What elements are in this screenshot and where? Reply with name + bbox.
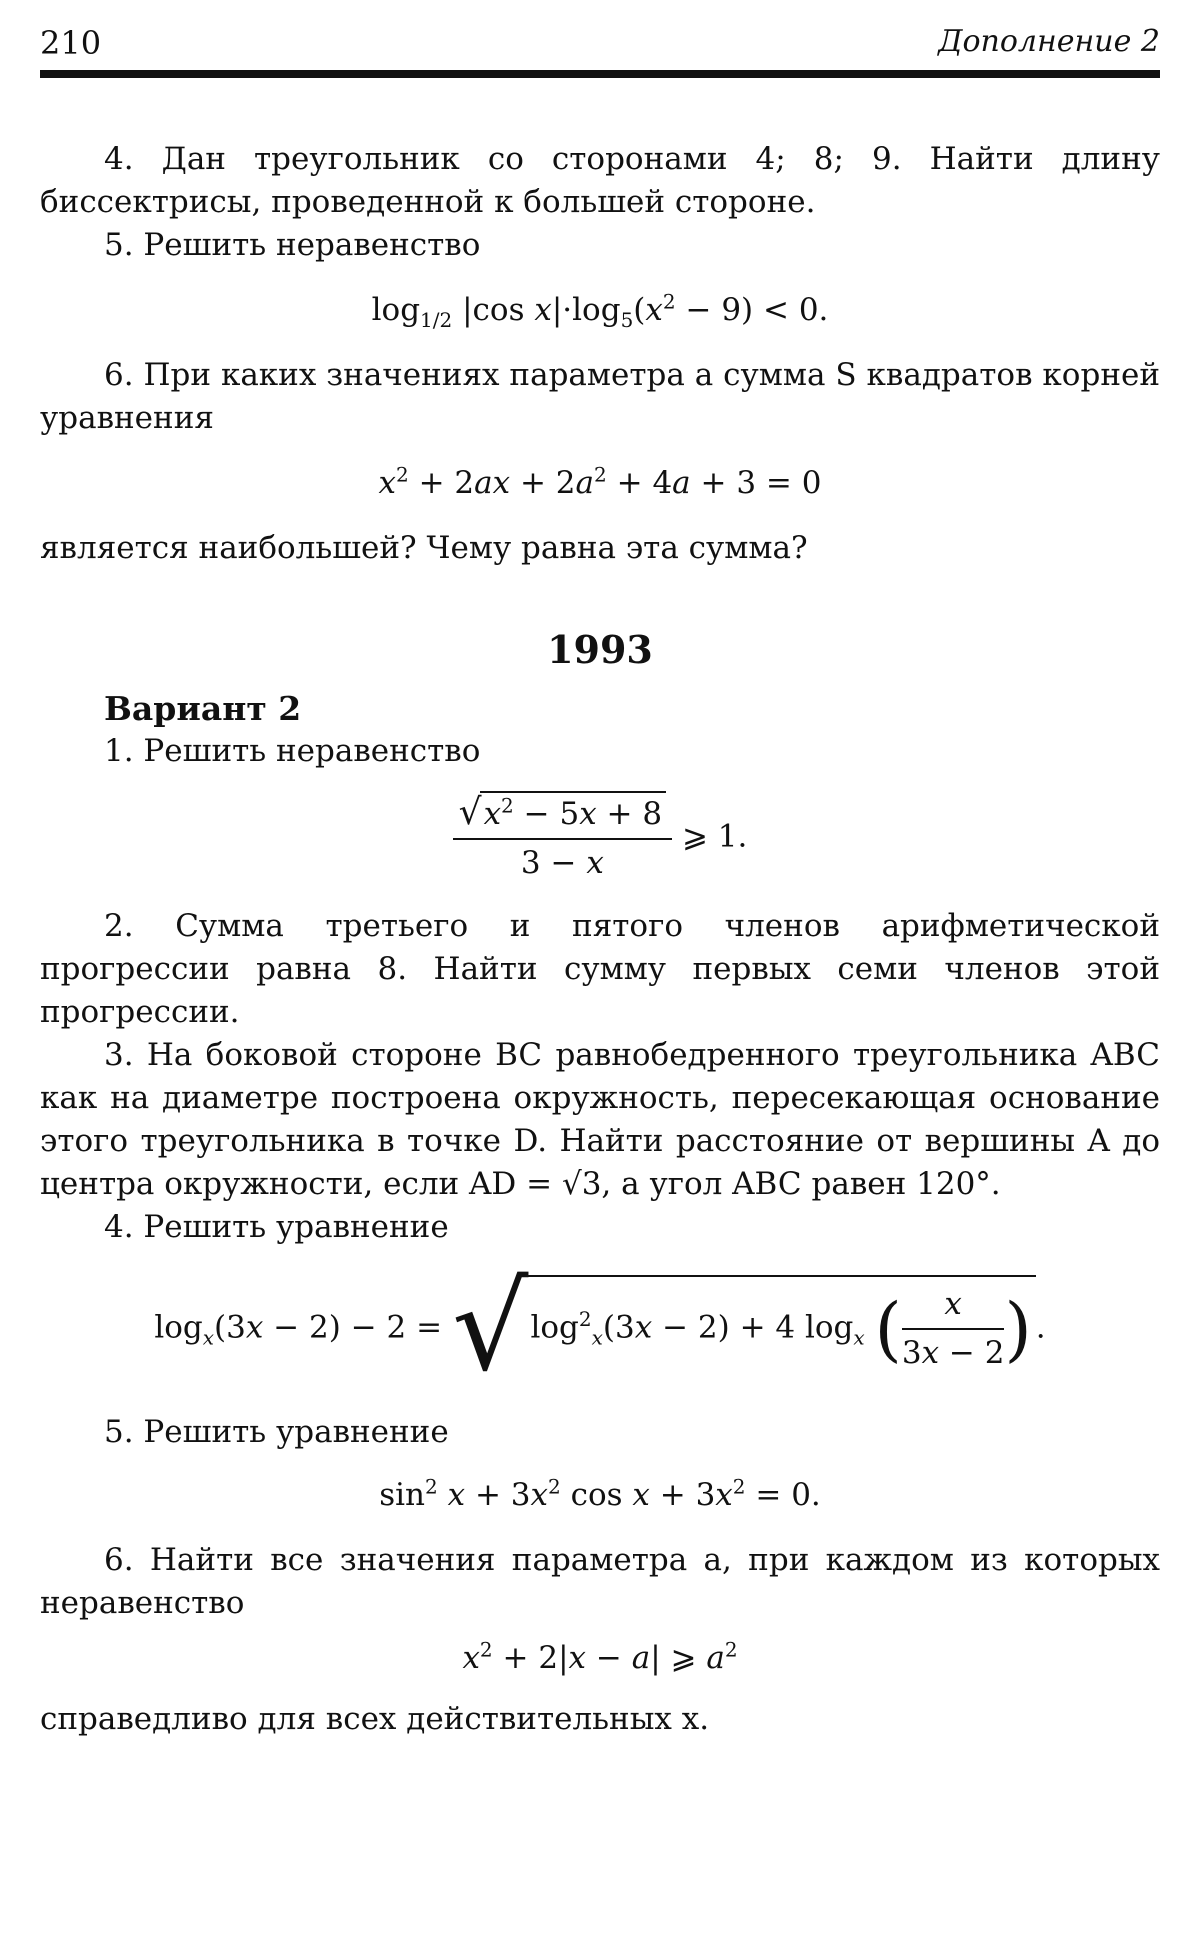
v2-problem-6-text: 6. Найти все значения параметра a, при каждом из которых неравенство	[40, 1542, 1160, 1621]
equation-sqrt-fraction: $\frac{√x^2 - 5x + 8}{3 - x}$ ⩾ 1.	[40, 791, 1160, 885]
page-body	[40, 138, 1160, 1741]
problem-4-text: 4. Дан треугольник со сторонами 4; 8; 9. Найти длину биссектрисы, проведенной к большей стороне.	[40, 141, 1160, 220]
v2-problem-5-text: 5. Решить уравнение	[104, 1414, 449, 1450]
page-number: 210	[40, 24, 102, 62]
v2-problem-3-text: 3. На боковой стороне BC равнобедренного треугольника ABC как на диаметре построена окружность, пересекающая основание этого треугольника в точке D. Найти расстояние от вершины A до центра окружности, если AD = √3, а угол ABC равен 120°.	[40, 1037, 1160, 1202]
year-heading: 1993	[547, 627, 653, 672]
fraction: $\frac{√x^2 - 5x + 8}{3 - x}$	[453, 791, 673, 885]
equation-trig: $\sin^2 x + 3x^2$ $\cos x + 3x^2 = 0$.	[379, 1474, 821, 1513]
header-rule	[40, 70, 1160, 78]
running-header	[40, 18, 1160, 64]
running-title: Дополнение 2	[938, 24, 1160, 59]
equation-log-inequality: $\log_{1/2} |\cos$ $x|\cdot\log_5(x^2 - 9) < 0$.	[371, 289, 829, 333]
variant-heading: Вариант 2	[104, 689, 302, 728]
v2-problem-1-text: 1. Решить неравенство	[104, 733, 481, 769]
equation-abs-inequality: $x^2 + 2|x - a|$ ⩾ $a^2$	[462, 1637, 738, 1676]
v2-problem-2-text: 2. Сумма третьего и пятого членов арифметической прогрессии равна 8. Найти сумму первых семи членов этой прогрессии.	[40, 908, 1160, 1030]
problem-5-text: 5. Решить неравенство	[104, 227, 481, 263]
problem-6-text: 6. При каких значениях параметра a сумма S квадратов корней уравнения	[40, 357, 1160, 436]
problem-6-end: является наибольшей? Чему равна эта сумма?	[40, 530, 808, 566]
v2-problem-6-end: справедливо для всех действительных x.	[40, 1701, 710, 1737]
equation-log-sqrt: $\log_x(3x - 2) - 2 = √\log^2_x(3x - 2) + 4$ $\log_x$ ( $\frac{x}{3x - 2}$ ) .	[154, 1259, 1046, 1398]
equation-quadratic: $x^2 + 2ax + 2a^2 + 4a + 3 = 0$	[378, 462, 822, 501]
v2-problem-4-text: 4. Решить уравнение	[104, 1209, 449, 1245]
